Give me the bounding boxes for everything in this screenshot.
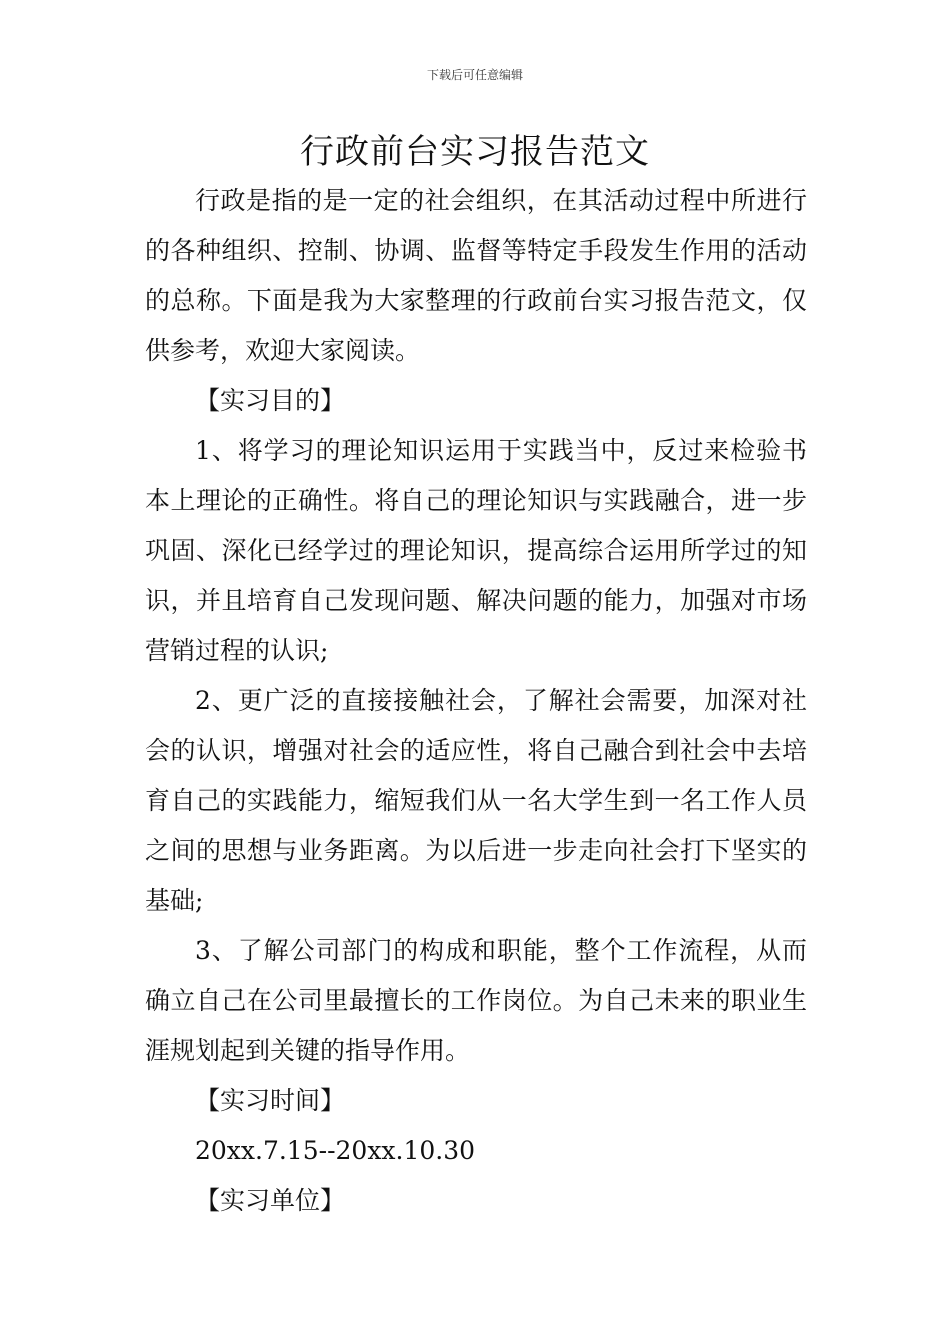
internship-period: 20xx.7.15--20xx.10.30	[195, 1136, 476, 1165]
purpose-item-1: 1、将学习的理论知识运用于实践当中，反过来检验书本上理论的正确性。将自己的理论知识与实践融合，进一步巩固、深化已经学过的理论知识，提高综合运用所学过的知识，并且培育自己发现问题、解决问题的能力，加强对市场营销过程的认识;	[145, 436, 807, 665]
purpose-item-2: 2、更广泛的直接接触社会，了解社会需要，加深对社会的认识，增强对社会的适应性，将自己融合到社会中去培育自己的实践能力，缩短我们从一名大学生到一名工作人员之间的思想与业务距离。为以后进一步走向社会打下坚实的基础;	[145, 686, 807, 915]
document-title: 行政前台实习报告范文	[300, 132, 650, 172]
section-heading-purpose: 【实习目的】	[195, 386, 346, 415]
intro-paragraph: 行政是指的是一定的社会组织，在其活动过程中所进行的各种组织、控制、协调、监督等特定手段发生作用的活动的总称。下面是我为大家整理的行政前台实习报告范文，仅供参考，欢迎大家阅读。	[145, 186, 807, 365]
section-heading-time: 【实习时间】	[195, 1086, 346, 1115]
header-note: 下载后可任意编辑	[426, 68, 523, 82]
purpose-item-3: 3、了解公司部门的构成和职能，整个工作流程，从而确立自己在公司里最擅长的工作岗位。为自己未来的职业生涯规划起到关键的指导作用。	[145, 936, 807, 1065]
document-body	[145, 176, 807, 1226]
section-heading-unit: 【实习单位】	[195, 1186, 346, 1215]
